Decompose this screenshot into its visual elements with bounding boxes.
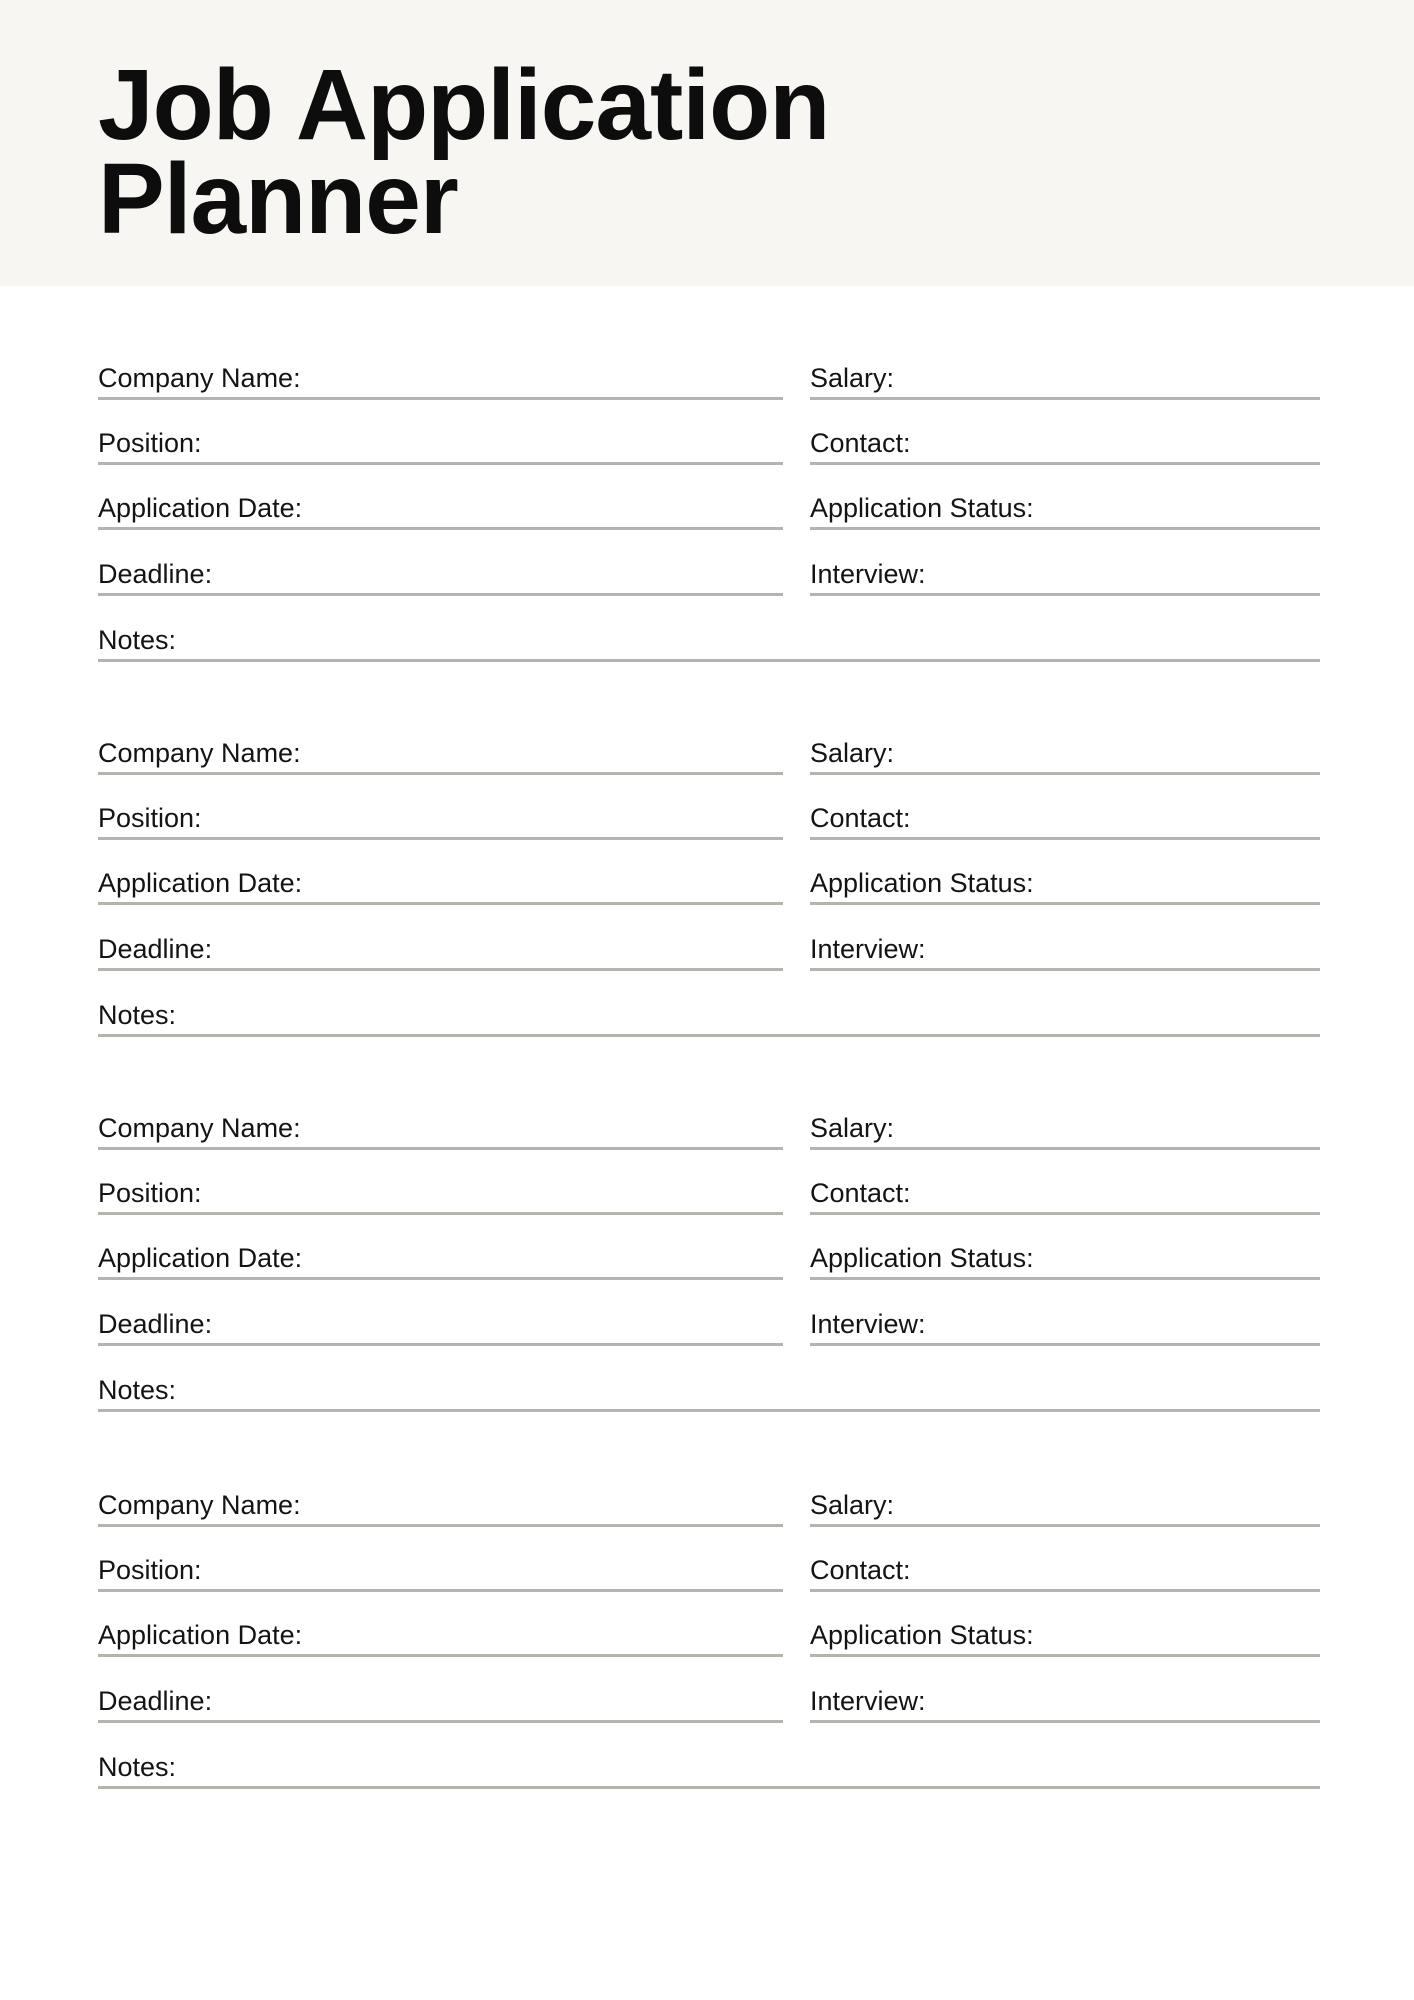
page-title-line-2: Planner — [98, 143, 458, 255]
contact-field[interactable] — [810, 790, 1320, 840]
position-label: Position: — [98, 803, 202, 833]
deadline-field[interactable] — [98, 1673, 783, 1723]
application-date-label: Application Date: — [98, 1243, 303, 1273]
deadline-label: Deadline: — [98, 1686, 213, 1716]
notes-field[interactable] — [98, 1362, 1320, 1412]
contact-label: Contact: — [810, 1555, 911, 1585]
application-status-label: Application Status: — [810, 493, 1034, 523]
interview-label: Interview: — [810, 1686, 926, 1716]
notes-field[interactable] — [98, 987, 1320, 1037]
notes-label: Notes: — [98, 1000, 177, 1030]
application-date-field[interactable] — [98, 1230, 783, 1280]
contact-field[interactable] — [810, 1542, 1320, 1592]
deadline-label: Deadline: — [98, 934, 213, 964]
salary-label: Salary: — [810, 363, 895, 393]
page-title-line-1: Job Application — [98, 49, 830, 161]
company-name-field[interactable] — [98, 1100, 783, 1150]
interview-label: Interview: — [810, 1309, 926, 1339]
page-header — [0, 0, 1414, 286]
company-name-label: Company Name: — [98, 738, 301, 768]
salary-field[interactable] — [810, 1477, 1320, 1527]
company-name-field[interactable] — [98, 350, 783, 400]
contact-field[interactable] — [810, 415, 1320, 465]
application-status-field[interactable] — [810, 1607, 1320, 1657]
application-date-field[interactable] — [98, 1607, 783, 1657]
page-title — [98, 49, 830, 255]
salary-field[interactable] — [810, 1100, 1320, 1150]
interview-field[interactable] — [810, 546, 1320, 596]
interview-field[interactable] — [810, 1296, 1320, 1346]
deadline-field[interactable] — [98, 546, 783, 596]
application-entry — [98, 725, 1320, 1030]
company-name-label: Company Name: — [98, 1113, 301, 1143]
position-field[interactable] — [98, 1165, 783, 1215]
position-field[interactable] — [98, 790, 783, 840]
application-status-label: Application Status: — [810, 1620, 1034, 1650]
application-status-field[interactable] — [810, 480, 1320, 530]
application-entry — [98, 350, 1320, 655]
notes-label: Notes: — [98, 1375, 177, 1405]
application-status-label: Application Status: — [810, 1243, 1034, 1273]
position-field[interactable] — [98, 1542, 783, 1592]
application-date-label: Application Date: — [98, 1620, 303, 1650]
application-status-field[interactable] — [810, 855, 1320, 905]
company-name-field[interactable] — [98, 725, 783, 775]
notes-field[interactable] — [98, 1739, 1320, 1789]
interview-field[interactable] — [810, 921, 1320, 971]
interview-label: Interview: — [810, 559, 926, 589]
salary-label: Salary: — [810, 1490, 895, 1520]
notes-field[interactable] — [98, 612, 1320, 662]
salary-field[interactable] — [810, 725, 1320, 775]
contact-label: Contact: — [810, 1178, 911, 1208]
company-name-label: Company Name: — [98, 363, 301, 393]
salary-label: Salary: — [810, 738, 895, 768]
position-label: Position: — [98, 1555, 202, 1585]
application-entry — [98, 1100, 1320, 1405]
application-date-field[interactable] — [98, 855, 783, 905]
application-date-label: Application Date: — [98, 493, 303, 523]
deadline-label: Deadline: — [98, 559, 213, 589]
contact-field[interactable] — [810, 1165, 1320, 1215]
application-date-label: Application Date: — [98, 868, 303, 898]
position-field[interactable] — [98, 415, 783, 465]
contact-label: Contact: — [810, 428, 911, 458]
position-label: Position: — [98, 428, 202, 458]
salary-field[interactable] — [810, 350, 1320, 400]
notes-label: Notes: — [98, 1752, 177, 1782]
interview-field[interactable] — [810, 1673, 1320, 1723]
deadline-field[interactable] — [98, 1296, 783, 1346]
salary-label: Salary: — [810, 1113, 895, 1143]
notes-label: Notes: — [98, 625, 177, 655]
application-entry — [98, 1477, 1320, 1782]
application-date-field[interactable] — [98, 480, 783, 530]
interview-label: Interview: — [810, 934, 926, 964]
company-name-label: Company Name: — [98, 1490, 301, 1520]
deadline-field[interactable] — [98, 921, 783, 971]
position-label: Position: — [98, 1178, 202, 1208]
contact-label: Contact: — [810, 803, 911, 833]
application-status-field[interactable] — [810, 1230, 1320, 1280]
application-status-label: Application Status: — [810, 868, 1034, 898]
deadline-label: Deadline: — [98, 1309, 213, 1339]
company-name-field[interactable] — [98, 1477, 783, 1527]
